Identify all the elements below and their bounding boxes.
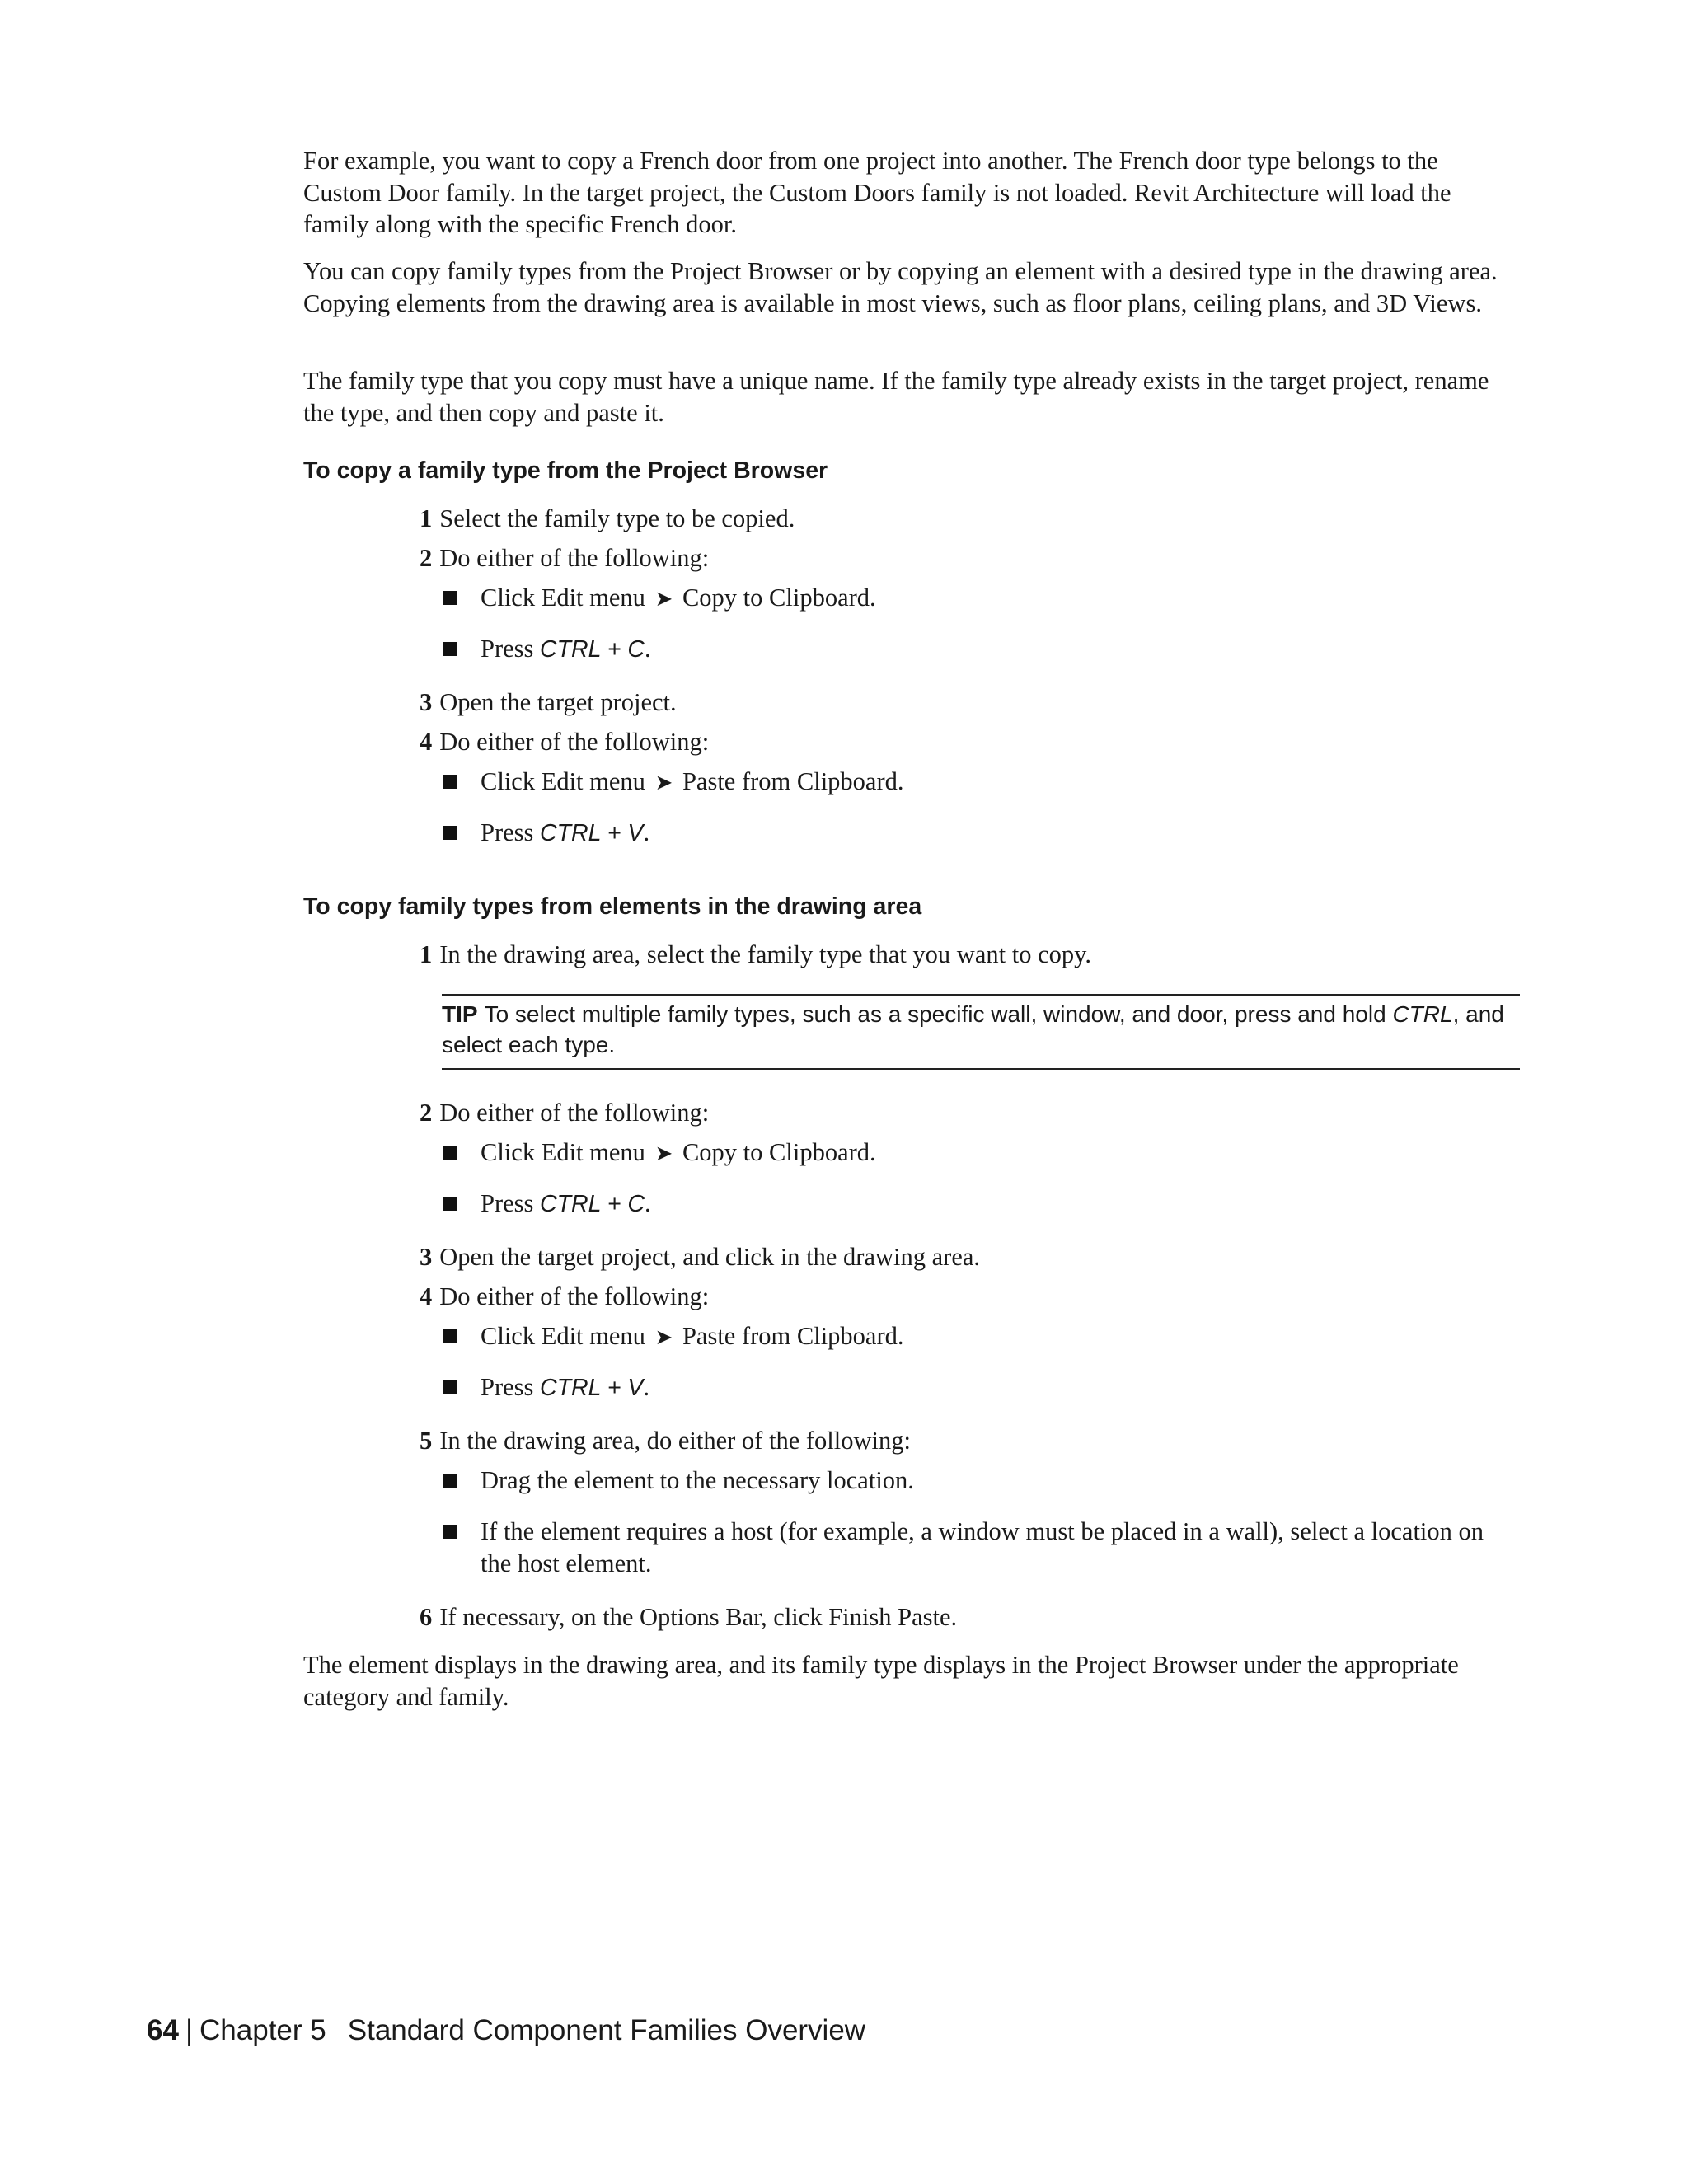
keyboard-shortcut: CTRL + C	[540, 636, 645, 663]
bullet-square-icon	[443, 1525, 457, 1539]
bullet-text: Drag the element to the necessary location.	[481, 1466, 914, 1494]
step-number: 5	[420, 1427, 433, 1455]
menu-path-end: Paste from Clipboard.	[682, 1322, 904, 1350]
s2-step-5	[420, 1425, 1520, 1457]
menu-arrow-icon: ➤	[654, 587, 673, 612]
intro-paragraph-3: The family type that you copy must have a unique name. If the family type already exists in the target project, rename the type, and then copy and paste it.	[303, 367, 1489, 427]
footer-separator: |	[185, 2014, 194, 2046]
step-text: Open the target project.	[439, 688, 677, 716]
keyboard-shortcut: CTRL + V	[540, 1375, 644, 1401]
section-heading-drawing-area: To copy family types from elements in the drawing area	[303, 893, 922, 920]
step-text: Do either of the following:	[439, 544, 710, 572]
s2-step-3	[420, 1241, 1520, 1273]
press-label: Press	[481, 1189, 534, 1217]
s2-step-4-bullet-2	[443, 1371, 1520, 1404]
menu-path-end: Copy to Clipboard.	[682, 1138, 876, 1166]
s1-step-4	[420, 726, 1520, 758]
period: .	[643, 1373, 650, 1401]
bullet-square-icon	[443, 1329, 457, 1343]
s1-step-3	[420, 687, 1520, 719]
step-number: 4	[420, 728, 433, 756]
step-text: Do either of the following:	[439, 728, 710, 756]
s1-step-2	[420, 542, 1520, 574]
s2-step-2	[420, 1097, 1520, 1129]
s2-step-1	[420, 939, 1520, 971]
step-text: In the drawing area, select the family type that you want to copy.	[439, 940, 1092, 968]
step-number: 1	[420, 504, 433, 532]
bullet-square-icon	[443, 1197, 457, 1211]
press-label: Press	[481, 1373, 534, 1401]
s1-step-4-bullet-1	[443, 766, 1520, 799]
s1-step-1	[420, 503, 1520, 535]
chapter-title: Standard Component Families Overview	[347, 2014, 866, 2046]
s2-step-4	[420, 1281, 1520, 1313]
menu-path-start: Click Edit menu	[481, 1322, 645, 1350]
chapter-label: Chapter 5	[199, 2014, 326, 2046]
step-text: Select the family type to be copied.	[439, 504, 795, 532]
bullet-square-icon	[443, 1474, 457, 1488]
s2-step-5-bullet-2	[443, 1516, 1520, 1579]
page-footer	[147, 2014, 865, 2047]
menu-path-start: Click Edit menu	[481, 1138, 645, 1166]
s1-step-4-bullet-2	[443, 817, 1520, 850]
closing-paragraph: The element displays in the drawing area, and its family type displays in the Project Browser under the appropriate category and family.	[303, 1651, 1459, 1711]
menu-path-start: Click Edit menu	[481, 767, 645, 795]
step-number: 3	[420, 1243, 433, 1271]
period: .	[643, 818, 650, 846]
bullet-square-icon	[443, 1146, 457, 1160]
menu-path-end: Paste from Clipboard.	[682, 767, 904, 795]
step-number: 2	[420, 1099, 433, 1127]
step-number: 1	[420, 940, 433, 968]
step-text: If necessary, on the Options Bar, click Finish Paste.	[439, 1603, 958, 1631]
bullet-square-icon	[443, 775, 457, 789]
period: .	[645, 1189, 651, 1217]
step-text: Do either of the following:	[439, 1099, 710, 1127]
step-text: Do either of the following:	[439, 1282, 710, 1310]
bullet-square-icon	[443, 826, 457, 840]
menu-arrow-icon: ➤	[654, 771, 673, 795]
tip-label: TIP	[442, 1001, 478, 1027]
bullet-text: If the element requires a host (for example, a window must be placed in a wall), select a location on the host element.	[481, 1517, 1484, 1577]
step-number: 2	[420, 544, 433, 572]
step-number: 3	[420, 688, 433, 716]
menu-path-end: Copy to Clipboard.	[682, 583, 876, 612]
step-text: Open the target project, and click in the drawing area.	[439, 1243, 981, 1271]
keyboard-shortcut: CTRL + C	[540, 1191, 645, 1217]
bullet-square-icon	[443, 1380, 457, 1394]
s1-step-2-bullet-2	[443, 633, 1520, 666]
intro-paragraph-2: You can copy family types from the Project Browser or by copying an element with a desired type in the drawing area. Copying elements from the drawing area is available in most views, such as floor plans, ceiling plans, and 3D Views.	[303, 257, 1498, 317]
bullet-square-icon	[443, 642, 457, 656]
section-heading-project-browser: To copy a family type from the Project Browser	[303, 457, 828, 484]
s2-step-6	[420, 1601, 1520, 1633]
step-text: In the drawing area, do either of the following:	[439, 1427, 911, 1455]
s2-step-2-bullet-1	[443, 1137, 1520, 1170]
step-number: 4	[420, 1282, 433, 1310]
tip-text-start: To select multiple family types, such as a specific wall, window, and door, press and hold	[484, 1001, 1386, 1027]
press-label: Press	[481, 818, 534, 846]
bullet-square-icon	[443, 591, 457, 605]
menu-arrow-icon: ➤	[654, 1325, 673, 1350]
s2-step-5-bullet-1	[443, 1465, 1520, 1497]
intro-paragraph-1: For example, you want to copy a French door from one project into another. The French door type belongs to the Custom Door family. In the target project, the Custom Doors family is not loaded. Revit Architecture will load the family along with the specific French door.	[303, 147, 1451, 238]
page-number: 64	[147, 2014, 179, 2046]
keyboard-shortcut: CTRL + V	[540, 820, 644, 846]
tip-text-end: , and select each type.	[442, 1001, 1504, 1057]
menu-path-start: Click Edit menu	[481, 583, 645, 612]
s2-step-2-bullet-2	[443, 1188, 1520, 1221]
tip-box	[442, 994, 1520, 1070]
s2-step-4-bullet-1	[443, 1320, 1520, 1354]
tip-key: CTRL	[1392, 1001, 1453, 1027]
step-number: 6	[420, 1603, 433, 1631]
press-label: Press	[481, 635, 534, 663]
menu-arrow-icon: ➤	[654, 1141, 673, 1166]
s1-step-2-bullet-1	[443, 582, 1520, 616]
period: .	[645, 635, 651, 663]
